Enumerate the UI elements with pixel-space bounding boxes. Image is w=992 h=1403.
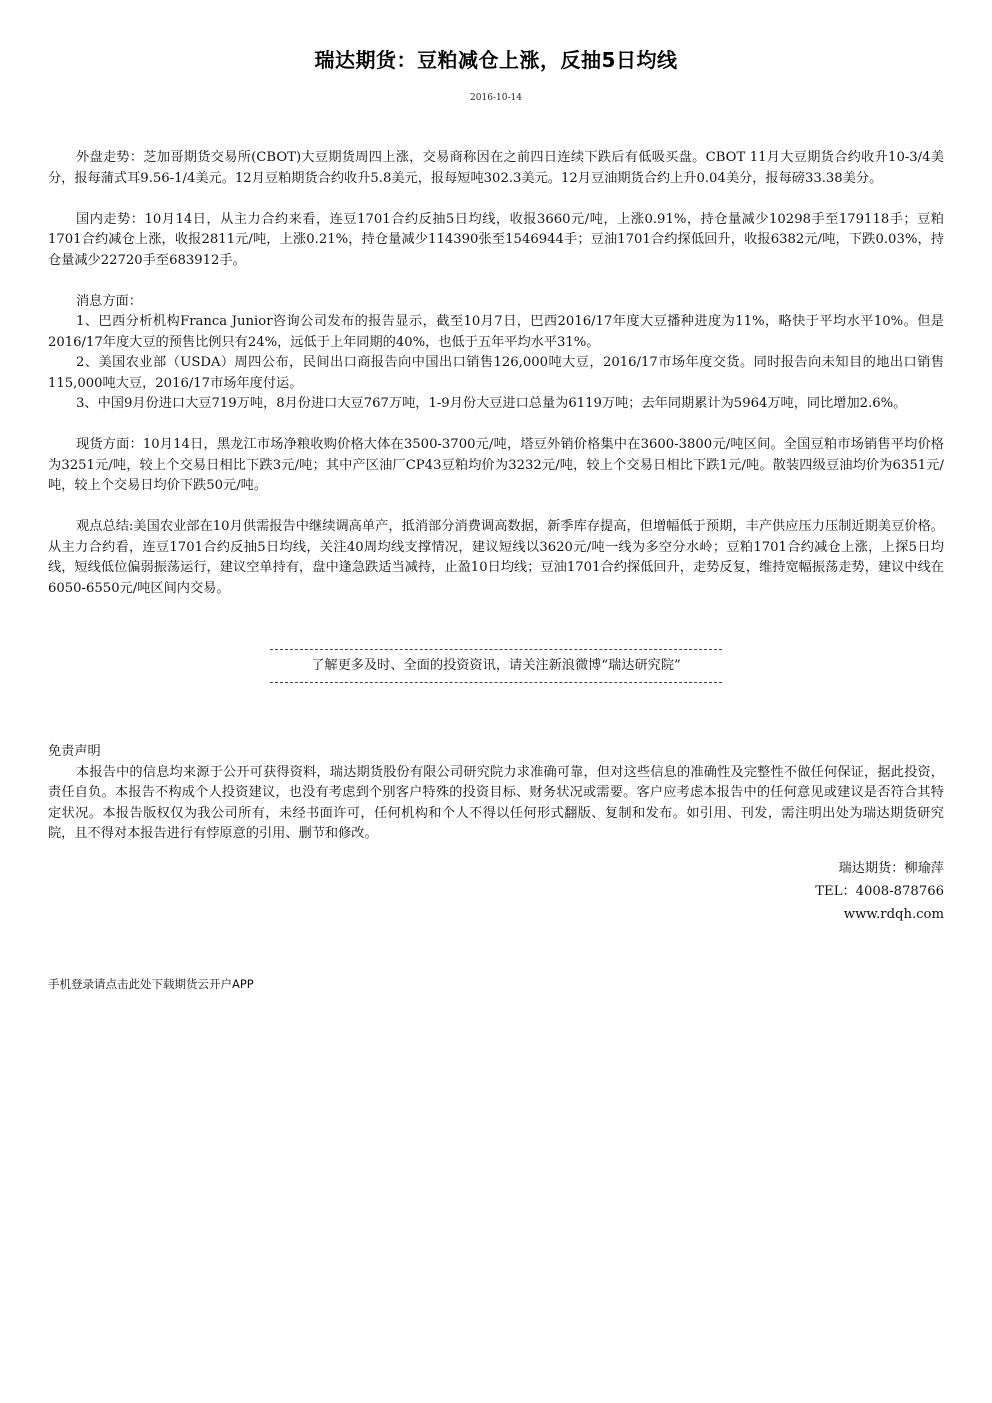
news-item-3: 3、中国9月份进口大豆719万吨，8月份进口大豆767万吨，1-9月份大豆进口总量为6119万吨；去年同期累计为5964万吨，同比增加2.6%。 [76,396,907,411]
weibo-notice [270,649,722,683]
signature-website[interactable]: www.rdqh.com [843,907,944,922]
app-download-link[interactable]: 手机登录请点击此处下载期货云开户APP [48,977,254,991]
weibo-notice-text: 了解更多及时、全面的投资资讯，请关注新浪微博“瑞达研究院” [311,658,681,673]
news-heading: 消息方面： [76,293,142,309]
signature-block [815,857,944,926]
spacer [48,189,944,210]
news-item-1: 1、巴西分析机构Franca Junior咨询公司发布的报告显示，截至10月7日，巴西2016/17年度大豆播种进度为11%，略快于平均水平10%。但是2016/17年度大豆的预售比例只有24%，远低于上年同期的40%，也低于五年平均水平31%。 [48,314,944,350]
spot-market-paragraph: 现货方面：10月14日，黑龙江市场净粮收购价格大体在3500-3700元/吨，塔豆外销价格集中在3600-3800元/吨区间。全国豆粕市场销售平均价格为3251元/吨，较上个交易日相比下跌3元/吨；其中产区油厂CP43豆粕均价为3232元/吨，较上个交易日相比下跌1元/吨。散装四级豆油均价为6351元/吨，较上个交易日均价下跌50元/吨。 [48,437,944,493]
dashed-divider-top [270,649,722,650]
dashed-divider-bottom [270,682,722,683]
summary-paragraph: 观点总结:美国农业部在10月供需报告中继续调高单产，抵消部分消费调高数据，新季库存提高，但增幅低于预期，丰产供应压力压制近期美豆价格。从主力合约看，连豆1701合约反抽5日均线，关注40周均线支撑情况，建议短线以3620元/吨一线为多空分水岭；豆粕1701合约减仓上涨，上探5日均线，短线低位偏弱振荡运行，建议空单持有，盘中逢急跌适当减持，止盈10日均线；豆油1701合约探低回升，走势反复，维持宽幅振荡走势，建议中线在6050-6550元/吨区间内交易。 [48,519,944,596]
disclaimer-title: 免责声明 [48,744,101,759]
disclaimer-body: 本报告中的信息均来源于公开可获得资料，瑞达期货股份有限公司研究院力求准确可靠，但对这些信息的准确性及完整性不做任何保证，据此投资，责任自负。本报告不构成个人投资建议，也没有考虑到个别客户特殊的投资目标、财务状况或需要。客户应考虑本报告中的任何意见或建议是否符合其特定状况。本报告版权仅为我公司所有，未经书面许可，任何机构和个人不得以任何形式翻版、复制和发布。如引用、刊发，需注明出处为瑞达期货研究院，且不得对本报告进行有悖原意的引用、删节和修改。 [48,764,944,841]
report-body [48,148,944,599]
spacer [48,497,944,518]
signature-author: 瑞达期货：柳瑜萍 [838,861,944,876]
foreign-market-paragraph: 外盘走势：芝加哥期货交易所(CBOT)大豆期货周四上涨，交易商称因在之前四日连续下跌后有低吸买盘。CBOT 11月大豆期货合约收升10-3/4美分，报每蒲式耳9.56-1/4美元。12月豆粕期货合约收升5.8美元，报每短吨302.3美元。12月豆油期货合约上升0.04美分，报每磅33.38美分。 [48,150,944,186]
report-date: 2016-10-14 [470,93,522,103]
disclaimer-section [48,742,944,845]
spacer [48,415,944,436]
news-item-2: 2、美国农业部（USDA）周四公布，民间出口商报告向中国出口销售126,000吨大豆，2016/17市场年度交货。同时报告向未知目的地出口销售115,000吨大豆，2016/17市场年度付运。 [48,355,944,391]
spacer [48,271,944,292]
domestic-market-paragraph: 国内走势：10月14日，从主力合约来看，连豆1701合约反抽5日均线，收报3660元/吨，上涨0.91%，持仓量减少10298手至179118手；豆粕1701合约减仓上涨，收报2811元/吨，上涨0.21%，持仓量减少114390张至1546944手；豆油1701合约探低回升，收报6382元/吨，下跌0.03%，持仓量减少22720手至683912手。 [48,211,944,268]
signature-tel: TEL：4008-878766 [815,884,944,899]
report-title: 瑞达期货：豆粕减仓上涨，反抽5日均线 [314,48,678,72]
